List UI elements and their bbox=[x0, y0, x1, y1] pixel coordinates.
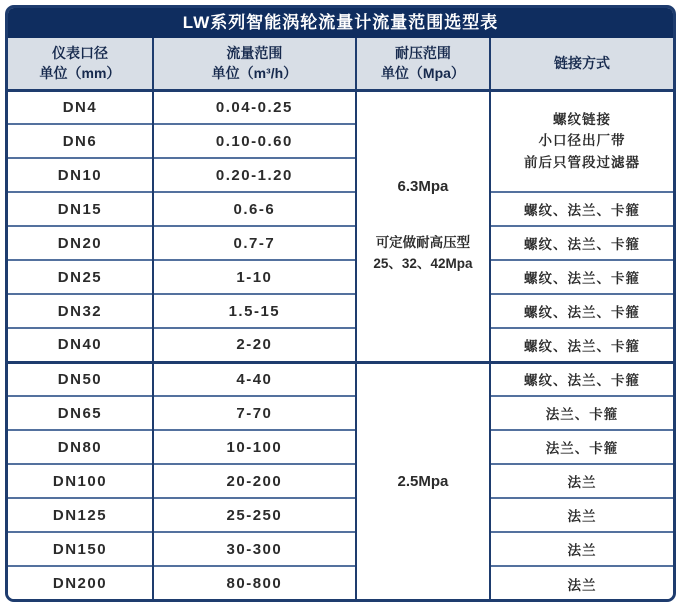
header-row bbox=[8, 38, 673, 90]
flow-cell: 4-40 bbox=[153, 362, 356, 396]
conn-cell: 法兰 bbox=[490, 498, 673, 532]
table-row bbox=[8, 362, 673, 396]
conn-cell-small-bore: 螺纹链接 小口径出厂带 前后只管段过滤器 bbox=[490, 90, 673, 192]
flow-cell: 7-70 bbox=[153, 396, 356, 430]
flow-cell: 1.5-15 bbox=[153, 294, 356, 328]
header-flow-line2: 单位（m³/h） bbox=[211, 65, 298, 82]
dn-cell: DN40 bbox=[8, 328, 153, 362]
conn-cell: 螺纹、法兰、卡箍 bbox=[490, 328, 673, 362]
header-flow-line1: 流量范围 bbox=[226, 44, 283, 61]
flow-cell: 10-100 bbox=[153, 430, 356, 464]
pressure-cell-high bbox=[356, 90, 490, 362]
table-row bbox=[8, 226, 673, 260]
pressure-high-value: 6.3Mpa bbox=[397, 178, 449, 196]
header-diameter-line1: 仪表口径 bbox=[51, 44, 108, 61]
conn-cell: 螺纹、法兰、卡箍 bbox=[490, 192, 673, 226]
dn-cell: DN65 bbox=[8, 396, 153, 430]
dn-cell: DN125 bbox=[8, 498, 153, 532]
flow-cell: 2-20 bbox=[153, 328, 356, 362]
flow-cell: 25-250 bbox=[153, 498, 356, 532]
conn-cell: 法兰 bbox=[490, 566, 673, 600]
conn-cell: 法兰 bbox=[490, 532, 673, 566]
flow-cell: 0.6-6 bbox=[153, 192, 356, 226]
flow-cell: 80-800 bbox=[153, 566, 356, 600]
dn-cell: DN50 bbox=[8, 362, 153, 396]
header-pressure-line1: 耐压范围 bbox=[394, 44, 451, 61]
table-row bbox=[8, 328, 673, 362]
header-connection bbox=[490, 38, 673, 90]
flow-cell: 30-300 bbox=[153, 532, 356, 566]
table-row bbox=[8, 430, 673, 464]
conn-cell: 法兰、卡箍 bbox=[490, 430, 673, 464]
table-row bbox=[8, 566, 673, 600]
header-flow-range bbox=[153, 38, 356, 90]
selection-table-card bbox=[5, 5, 676, 602]
flow-cell: 0.04-0.25 bbox=[153, 90, 356, 124]
table-row bbox=[8, 532, 673, 566]
table-row bbox=[8, 396, 673, 430]
dn-cell: DN6 bbox=[8, 124, 153, 158]
flow-cell: 0.20-1.20 bbox=[153, 158, 356, 192]
pressure-cell-low bbox=[356, 362, 490, 600]
dn-cell: DN100 bbox=[8, 464, 153, 498]
flow-cell: 0.10-0.60 bbox=[153, 124, 356, 158]
pressure-low-value: 2.5Mpa bbox=[397, 473, 449, 491]
flow-cell: 0.7-7 bbox=[153, 226, 356, 260]
table-row bbox=[8, 192, 673, 226]
dn-cell: DN32 bbox=[8, 294, 153, 328]
table-row bbox=[8, 464, 673, 498]
conn-cell: 螺纹、法兰、卡箍 bbox=[490, 294, 673, 328]
pressure-high-note: 可定做耐高压型 25、32、42Mpa bbox=[373, 235, 473, 271]
header-diameter-line2: 单位（mm） bbox=[39, 65, 121, 82]
dn-cell: DN150 bbox=[8, 532, 153, 566]
flow-cell: 20-200 bbox=[153, 464, 356, 498]
header-pressure bbox=[356, 38, 490, 90]
dn-cell: DN15 bbox=[8, 192, 153, 226]
dn-cell: DN200 bbox=[8, 566, 153, 600]
dn-cell: DN80 bbox=[8, 430, 153, 464]
header-pressure-line2: 单位（Mpa） bbox=[380, 65, 465, 82]
conn-cell: 螺纹、法兰、卡箍 bbox=[490, 226, 673, 260]
table-row bbox=[8, 90, 673, 124]
conn-cell: 法兰、卡箍 bbox=[490, 396, 673, 430]
conn-cell: 螺纹、法兰、卡箍 bbox=[490, 260, 673, 294]
dn-cell: DN20 bbox=[8, 226, 153, 260]
table-row bbox=[8, 294, 673, 328]
dn-cell: DN10 bbox=[8, 158, 153, 192]
table-row bbox=[8, 260, 673, 294]
header-connection-label: 链接方式 bbox=[554, 55, 611, 72]
flow-cell: 1-10 bbox=[153, 260, 356, 294]
header-diameter bbox=[8, 38, 153, 90]
conn-cell: 法兰 bbox=[490, 464, 673, 498]
table-row bbox=[8, 498, 673, 532]
dn-cell: DN25 bbox=[8, 260, 153, 294]
table-title: LW系列智能涡轮流量计流量范围选型表 bbox=[8, 8, 673, 38]
dn-cell: DN4 bbox=[8, 90, 153, 124]
flow-range-selection-table bbox=[8, 38, 673, 600]
conn-cell: 螺纹、法兰、卡箍 bbox=[490, 362, 673, 396]
